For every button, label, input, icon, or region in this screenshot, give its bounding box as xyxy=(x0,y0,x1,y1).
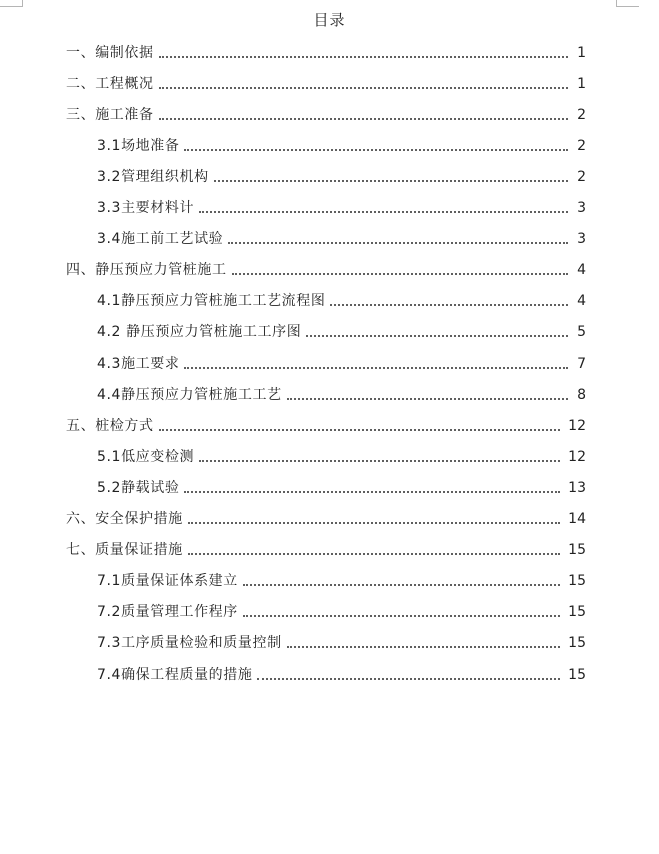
toc-entry-label: 7.1质量保证体系建立 xyxy=(97,573,238,590)
toc-page-number: 1 xyxy=(577,75,586,92)
toc-entry-section[interactable] xyxy=(66,410,586,441)
toc-dot-leader xyxy=(306,334,568,337)
toc-entry-label: 七、质量保证措施 xyxy=(66,542,183,559)
toc-entry-subsection[interactable] xyxy=(97,286,586,317)
toc-dot-leader xyxy=(184,366,568,369)
toc-page-number: 5 xyxy=(577,324,586,341)
toc-page-number: 15 xyxy=(568,635,586,652)
toc-entry-label: 一、编制依据 xyxy=(66,44,154,61)
toc-entry-label: 三、施工准备 xyxy=(66,106,154,123)
toc-page-number: 8 xyxy=(577,386,586,403)
toc-page-number: 1 xyxy=(577,44,586,61)
toc-entry-subsection[interactable] xyxy=(97,597,586,628)
toc-page-number: 12 xyxy=(568,417,586,434)
toc-entry-label: 7.4确保工程质量的措施 xyxy=(97,666,253,683)
toc-dot-leader xyxy=(159,86,568,89)
toc-entry-subsection[interactable] xyxy=(97,161,586,192)
toc-page-number: 15 xyxy=(568,542,586,559)
toc-entry-section[interactable] xyxy=(66,255,586,286)
toc-page-number: 2 xyxy=(577,106,586,123)
toc-page-number: 2 xyxy=(577,168,586,185)
toc-dot-leader xyxy=(159,55,568,58)
toc-dot-leader xyxy=(228,241,568,244)
toc-entry-label: 4.3施工要求 xyxy=(97,355,180,372)
toc-page-number: 12 xyxy=(568,448,586,465)
toc-entry-subsection[interactable] xyxy=(97,628,586,659)
toc-entry-subsection[interactable] xyxy=(97,224,586,255)
toc-entry-section[interactable] xyxy=(66,37,586,68)
toc-dot-leader xyxy=(188,552,560,555)
toc-entry-subsection[interactable] xyxy=(97,193,586,224)
toc-page-number: 7 xyxy=(577,355,586,372)
toc-dot-leader xyxy=(159,428,561,431)
toc-entry-label: 4.2 静压预应力管桩施工工序图 xyxy=(97,324,302,341)
toc-entry-subsection[interactable] xyxy=(97,130,586,161)
toc-dot-leader xyxy=(199,210,568,213)
toc-dot-leader xyxy=(330,303,568,306)
toc-entry-subsection[interactable] xyxy=(97,659,586,690)
toc-dot-leader xyxy=(232,272,568,275)
toc-entry-section[interactable] xyxy=(66,504,586,535)
toc-entry-subsection[interactable] xyxy=(97,472,586,503)
toc-dot-leader xyxy=(184,490,560,493)
toc-entry-section[interactable] xyxy=(66,68,586,99)
toc-dot-leader xyxy=(257,677,560,680)
page-corner-mark-right xyxy=(616,0,639,7)
toc-dot-leader xyxy=(214,179,568,182)
toc-entry-label: 二、工程概况 xyxy=(66,75,154,92)
toc-entry-subsection[interactable] xyxy=(97,348,586,379)
toc-entry-label: 5.2静载试验 xyxy=(97,479,180,496)
toc-dot-leader xyxy=(159,117,568,120)
toc-page-number: 3 xyxy=(577,200,586,216)
toc-entry-label: 六、安全保护措施 xyxy=(66,511,183,527)
toc-entry-label: 五、桩检方式 xyxy=(66,417,154,434)
toc-dot-leader xyxy=(188,521,560,524)
toc-page-number: 15 xyxy=(568,573,586,590)
toc-entry-subsection[interactable] xyxy=(97,566,586,597)
toc-entry-label: 3.4施工前工艺试验 xyxy=(97,231,224,248)
toc-dot-leader xyxy=(243,614,560,617)
toc-page-number: 15 xyxy=(568,666,586,683)
toc-entry-section[interactable] xyxy=(66,535,586,566)
toc-page-number: 2 xyxy=(577,137,586,154)
toc-page-number: 4 xyxy=(577,262,586,279)
toc-entry-subsection[interactable] xyxy=(97,441,586,472)
toc-dot-leader xyxy=(287,397,568,400)
toc-entry-label: 5.1低应变检测 xyxy=(97,448,195,465)
toc-entry-label: 3.1场地准备 xyxy=(97,137,180,154)
toc-entry-label: 7.2质量管理工作程序 xyxy=(97,604,238,621)
toc-page-number: 13 xyxy=(568,479,586,496)
toc-entry-label: 3.3主要材料计 xyxy=(97,200,195,216)
toc-entry-label: 四、静压预应力管桩施工 xyxy=(66,262,227,279)
toc-page-number: 14 xyxy=(568,511,586,527)
toc-entry-subsection[interactable] xyxy=(97,317,586,348)
toc-entry-label: 4.4静压预应力管桩施工工艺 xyxy=(97,386,282,403)
toc-title: 目录 xyxy=(313,11,346,29)
toc-entry-label: 3.2管理组织机构 xyxy=(97,168,209,185)
toc-entry-label: 7.3工序质量检验和质量控制 xyxy=(97,635,282,652)
toc-entry-subsection[interactable] xyxy=(97,379,586,410)
toc-page-number: 15 xyxy=(568,604,586,621)
toc-dot-leader xyxy=(243,583,560,586)
toc-entry-section[interactable] xyxy=(66,99,586,130)
toc-entry-label: 4.1静压预应力管桩施工工艺流程图 xyxy=(97,293,326,310)
toc-dot-leader xyxy=(199,459,560,462)
toc-dot-leader xyxy=(184,148,568,151)
toc-page-number: 4 xyxy=(577,293,586,310)
toc-dot-leader xyxy=(287,645,561,648)
toc-page-number: 3 xyxy=(577,231,586,248)
page-corner-mark-left xyxy=(0,0,23,7)
